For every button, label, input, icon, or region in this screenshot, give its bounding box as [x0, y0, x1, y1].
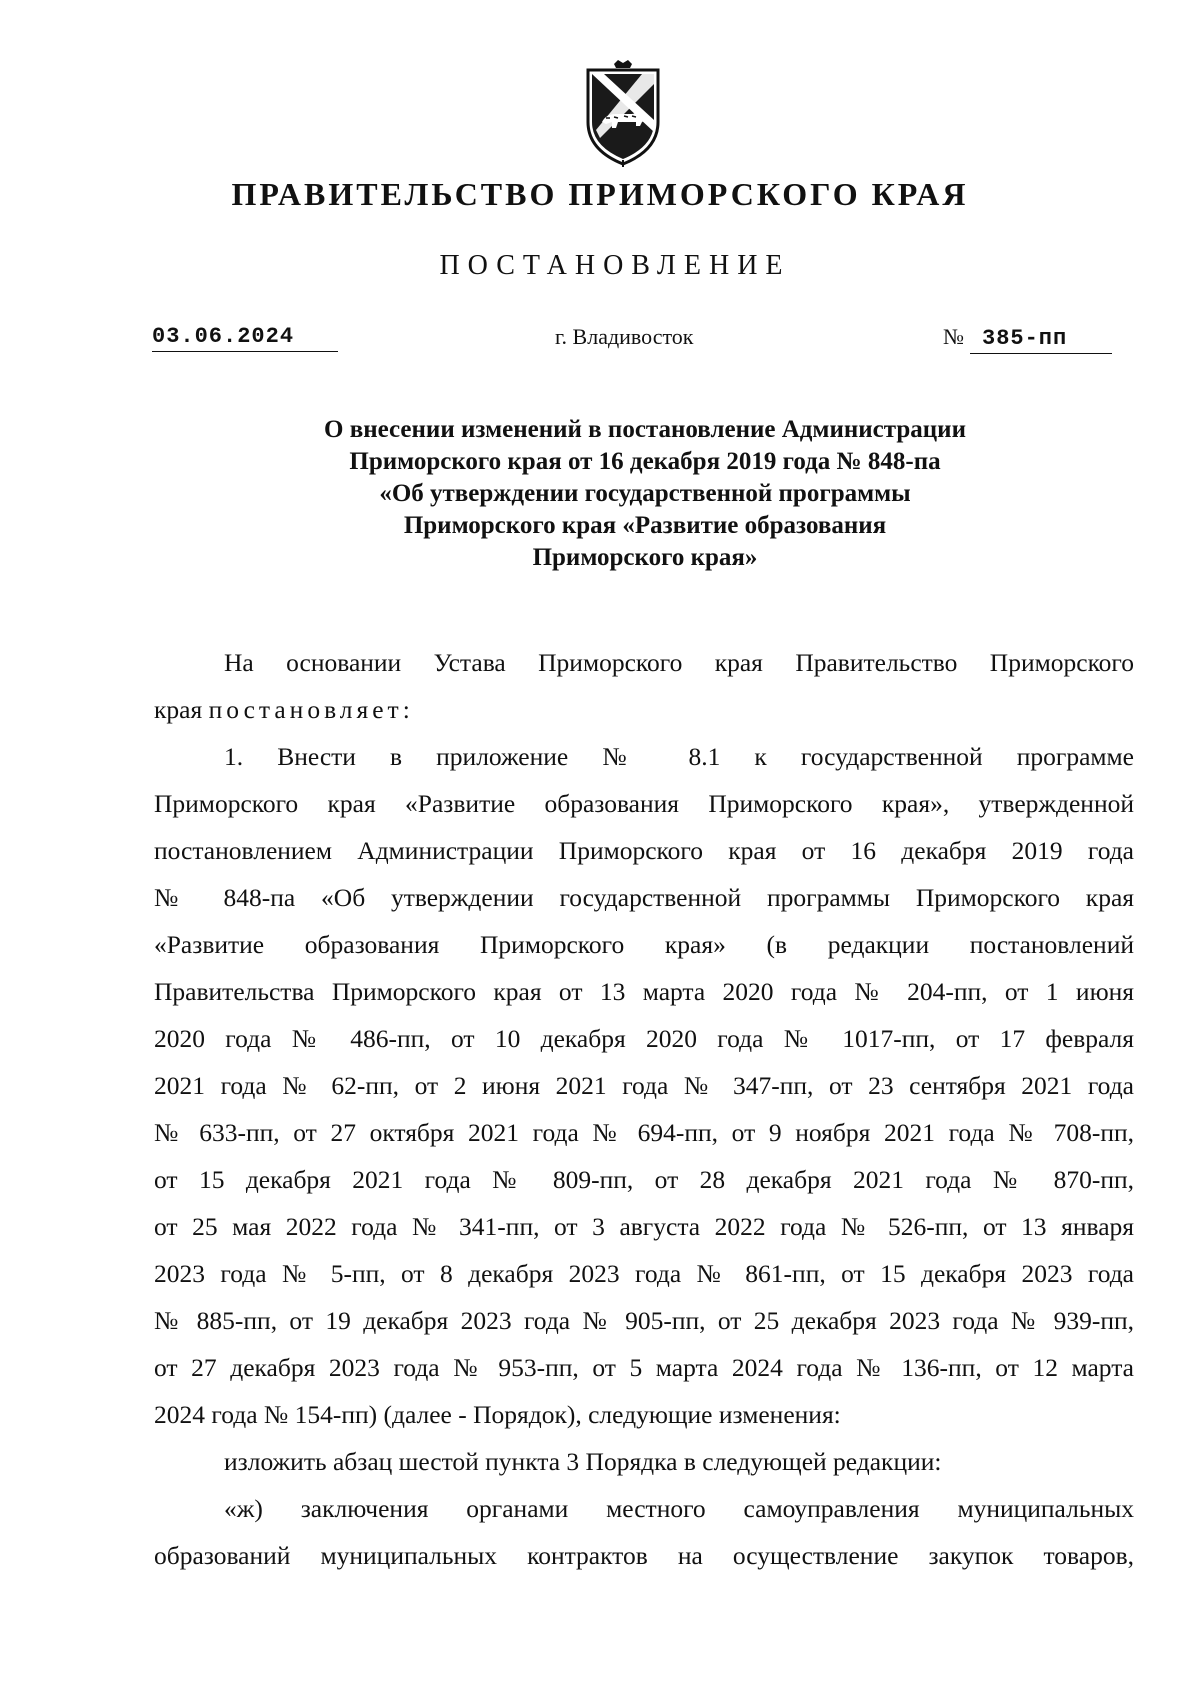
heading-line: «Об утверждении государственной программы	[379, 480, 911, 507]
heading-line: Приморского края «Развитие образования	[403, 512, 887, 539]
document-body	[154, 639, 1134, 1579]
item1-line: от 25 мая 2022 года № 341-пп, от 3 августа 2022 года № 526-пп, от 13 января	[154, 1212, 1134, 1241]
number-sign: №	[943, 324, 964, 349]
item1-line: «Развитие образования Приморского края» (в редакции постановлений	[154, 930, 1134, 959]
primorsky-krai-coat-of-arms-icon	[584, 60, 662, 168]
number-value: 385-пп	[970, 326, 1112, 354]
amendment-line: «ж) заключения органами местного самоуправления муниципальных	[224, 1494, 1134, 1523]
government-title: ПРАВИТЕЛЬСТВО ПРИМОРСКОГО КРАЯ	[231, 176, 969, 212]
item1-line: Правительства Приморского края от 13 марта 2020 года № 204-пп, от 1 июня	[154, 977, 1134, 1006]
item1-line: № 885-пп, от 19 декабря 2023 года № 905-пп, от 25 декабря 2023 года № 939-пп,	[154, 1306, 1134, 1335]
item1-line: от 15 декабря 2021 года № 809-пп, от 28 декабря 2021 года № 870-пп,	[154, 1165, 1134, 1194]
preamble-line: На основании Устава Приморского края Правительство Приморского	[224, 648, 1134, 677]
preamble-start: края	[154, 695, 203, 724]
item1-line: Приморского края «Развитие образования Приморского края», утвержденной	[154, 789, 1134, 818]
item1-line: 2023 года № 5-пп, от 8 декабря 2023 года № 861-пп, от 15 декабря 2023 года	[154, 1259, 1134, 1288]
item1-line: 2020 года № 486-пп, от 10 декабря 2020 года № 1017-пп, от 17 февраля	[154, 1024, 1134, 1053]
document-type: ПОСТАНОВЛЕНИЕ	[439, 250, 791, 281]
document-heading	[150, 414, 1140, 574]
document-date: 03.06.2024	[152, 324, 338, 352]
heading-line: О внесении изменений в постановление Администрации	[324, 416, 966, 443]
document-number	[943, 324, 1112, 354]
heading-line: Приморского края»	[532, 544, 758, 571]
preamble-line	[154, 686, 1134, 733]
item1-line: 2024 года № 154-пп) (далее - Порядок), следующие изменения:	[154, 1400, 841, 1429]
heading-line: Приморского края от 16 декабря 2019 года № 848-па	[349, 448, 941, 475]
amendment-line: образований муниципальных контрактов на осуществление закупок товаров,	[154, 1541, 1134, 1570]
item1-line: постановлением Администрации Приморского края от 16 декабря 2019 года	[154, 836, 1134, 865]
item1-line: № 848-па «Об утверждении государственной программы Приморского края	[154, 883, 1134, 912]
document-city: г. Владивосток	[555, 324, 694, 349]
item1-line: 1. Внести в приложение № 8.1 к государственной программе	[224, 742, 1134, 771]
resolves-word: постановляет:	[208, 695, 414, 724]
item1-line: 2021 года № 62-пп, от 2 июня 2021 года № 347-пп, от 23 сентября 2021 года	[154, 1071, 1134, 1100]
amendment-intro: изложить абзац шестой пункта 3 Порядка в следующей редакции:	[224, 1447, 942, 1476]
item1-line: от 27 декабря 2023 года № 953-пп, от 5 марта 2024 года № 136-пп, от 12 марта	[154, 1353, 1134, 1382]
item1-line: № 633-пп, от 27 октября 2021 года № 694-пп, от 9 ноября 2021 года № 708-пп,	[154, 1118, 1134, 1147]
